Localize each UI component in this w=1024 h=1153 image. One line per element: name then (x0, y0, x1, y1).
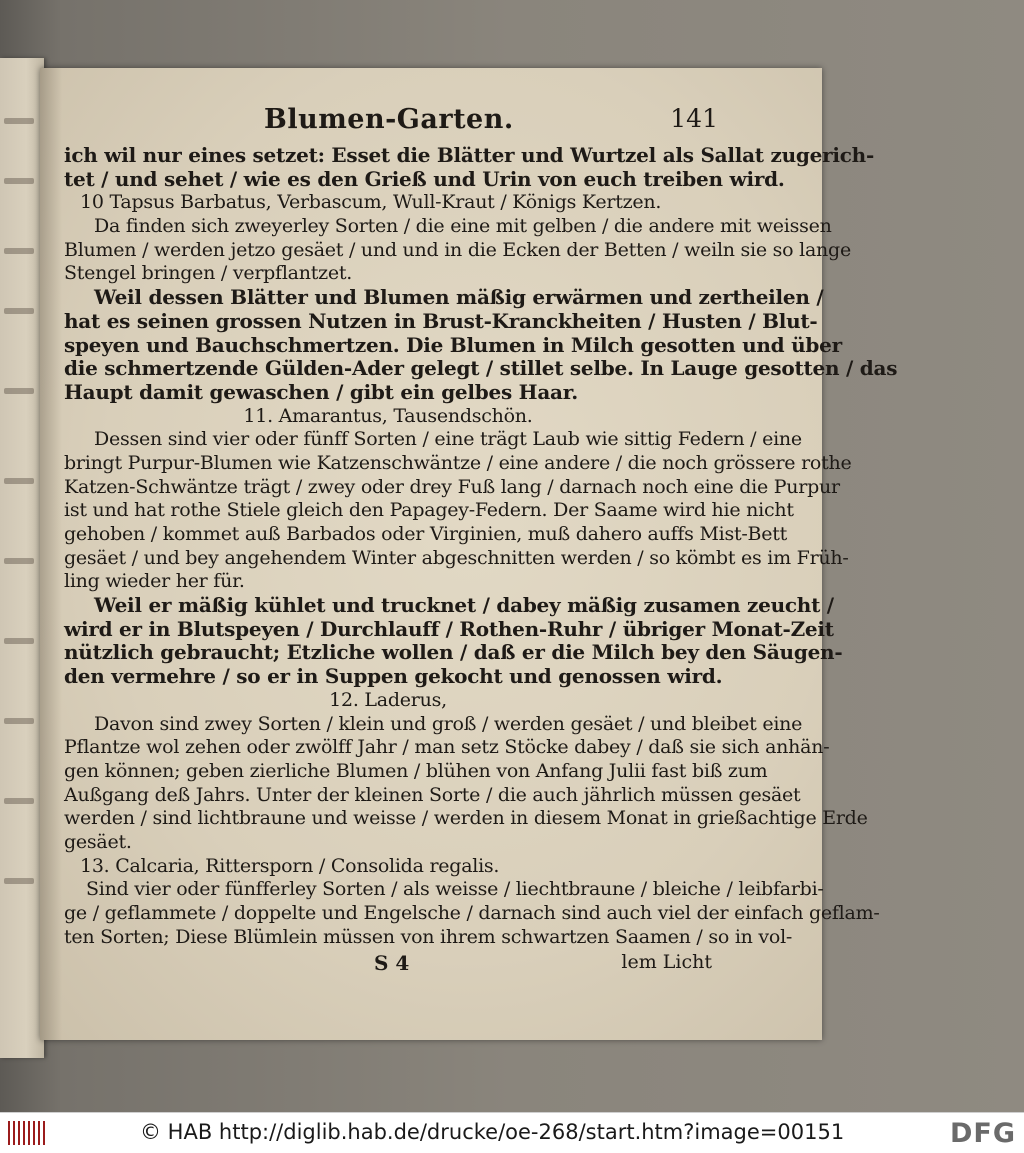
previous-page-edge (0, 58, 44, 1058)
catchline (64, 951, 712, 977)
signature-mark: S 4 (374, 951, 410, 976)
hab-logo-icon (8, 1121, 48, 1145)
text-line: nützlich gebraucht; Etzliche wollen / daß er die Milch bey den Säugen- (64, 640, 843, 665)
text-line: den vermehre / so er in Suppen gekocht und genossen wird. (64, 664, 723, 689)
text-line: Blumen / werden jetzo gesäet / und und in die Ecken der Betten / weiln sie so lange (64, 238, 851, 261)
text-line: bringt Purpur-Blumen wie Katzenschwäntze / eine andere / die noch grössere rothe (64, 451, 852, 474)
page-number: 141 (670, 104, 718, 133)
text-line: Pflantze wol zehen oder zwölff Jahr / man setz Stöcke dabey / daß sie sich anhän- (64, 736, 830, 759)
text-line: Haupt damit gewaschen / gibt ein gelbes Haar. (64, 379, 578, 404)
page-text-block (64, 104, 898, 977)
text-line: gesäet. (64, 830, 132, 853)
ghost-text-mark (4, 798, 34, 804)
text-line: Weil er mäßig kühlet und trucknet / dabey mäßig zusamen zeucht / (94, 593, 834, 618)
text-line: Davon sind zwey Sorten / klein und groß / werden gesäet / und bleibet eine (94, 712, 803, 735)
text-line: werden / sind lichtbraune und weisse / werden in diesem Monat in grießachtige Erde (64, 807, 868, 830)
text-line: Stengel bringen / verpflantzet. (64, 262, 353, 285)
text-line: ge / geflammete / doppelte und Engelsche / darnach sind auch viel der einfach geflam- (64, 902, 880, 924)
ghost-text-mark (4, 118, 34, 124)
text-line: Sind vier oder fünfferley Sorten / als weisse / liechtbraune / bleiche / leibfarbi- (86, 878, 824, 901)
text-line: 11. Amarantus, Tausendschön. (243, 404, 533, 427)
text-line: Katzen-Schwäntze trägt / zwey oder drey Fuß lang / darnach noch eine die Purpur (64, 475, 840, 498)
text-line: Da finden sich zweyerley Sorten / die eine mit gelben / die andere mit weissen (94, 215, 832, 238)
running-title: Blumen-Garten. (264, 104, 514, 135)
text-line: speyen und Bauchschmertzen. Die Blumen in Milch gesotten und über (64, 332, 842, 357)
text-line: Dessen sind vier oder fünff Sorten / eine trägt Laub wie sittig Federn / eine (94, 428, 802, 451)
ghost-text-mark (4, 388, 34, 394)
text-line: hat es seinen grossen Nutzen in Brust-Kranckheiten / Husten / Blut- (64, 308, 818, 333)
body-text (64, 143, 898, 949)
text-line: ten Sorten; Diese Blümlein müssen von ihrem schwartzen Saamen / so in vol- (64, 925, 793, 948)
text-line: gen können; geben zierliche Blumen / blühen von Anfang Julii fast biß zum (64, 759, 768, 782)
text-line: gesäet / und bey angehendem Winter abgeschnitten werden / so kömbt es im Früh- (64, 546, 849, 569)
text-line: tet / und sehet / wie es den Grieß und Urin von euch treiben wird. (64, 166, 785, 191)
text-line: Außgang deß Jahrs. Unter der kleinen Sorte / die auch jährlich müssen gesäet (64, 783, 801, 806)
text-line: gehoben / kommet auß Barbados oder Virginien, muß dahero auffs Mist-Bett (64, 523, 788, 545)
text-line: ist und hat rothe Stiele gleich den Papagey-Federn. Der Saame wird hie nicht (64, 499, 794, 522)
text-line: 12. Laderus, (329, 688, 447, 711)
dfg-logo: DFG (949, 1118, 1016, 1149)
text-line: ling wieder her für. (64, 570, 245, 593)
ghost-text-mark (4, 478, 34, 484)
ghost-text-mark (4, 308, 34, 314)
ghost-text-mark (4, 638, 34, 644)
text-line: wird er in Blutspeyen / Durchlauff / Rothen-Ruhr / übriger Monat-Zeit (64, 616, 834, 641)
ghost-text-mark (4, 718, 34, 724)
text-line: 13. Calcaria, Rittersporn / Consolida regalis. (80, 854, 500, 877)
ghost-text-mark (4, 878, 34, 884)
ghost-text-mark (4, 248, 34, 254)
page-gutter-shadow (40, 68, 62, 1040)
page-header (64, 104, 718, 144)
text-line: Weil dessen Blätter und Blumen mäßig erwärmen und zertheilen / (94, 285, 824, 310)
text-line: die schmertzende Gülden-Ader gelegt / stillet selbe. In Lauge gesotten / das (64, 356, 898, 381)
catchword: lem Licht (621, 951, 712, 974)
footer-url[interactable]: © HAB http://diglib.hab.de/drucke/oe-268/start.htm?image=00151 (140, 1120, 845, 1144)
viewer-footer (0, 1112, 1024, 1153)
text-line: 10 Tapsus Barbatus, Verbascum, Wull-Kraut / Königs Kertzen. (80, 191, 662, 214)
ghost-text-mark (4, 178, 34, 184)
ghost-text-mark (4, 558, 34, 564)
text-line: ich wil nur eines setzet: Esset die Blätter und Wurtzel als Sallat zugerich- (64, 143, 874, 167)
